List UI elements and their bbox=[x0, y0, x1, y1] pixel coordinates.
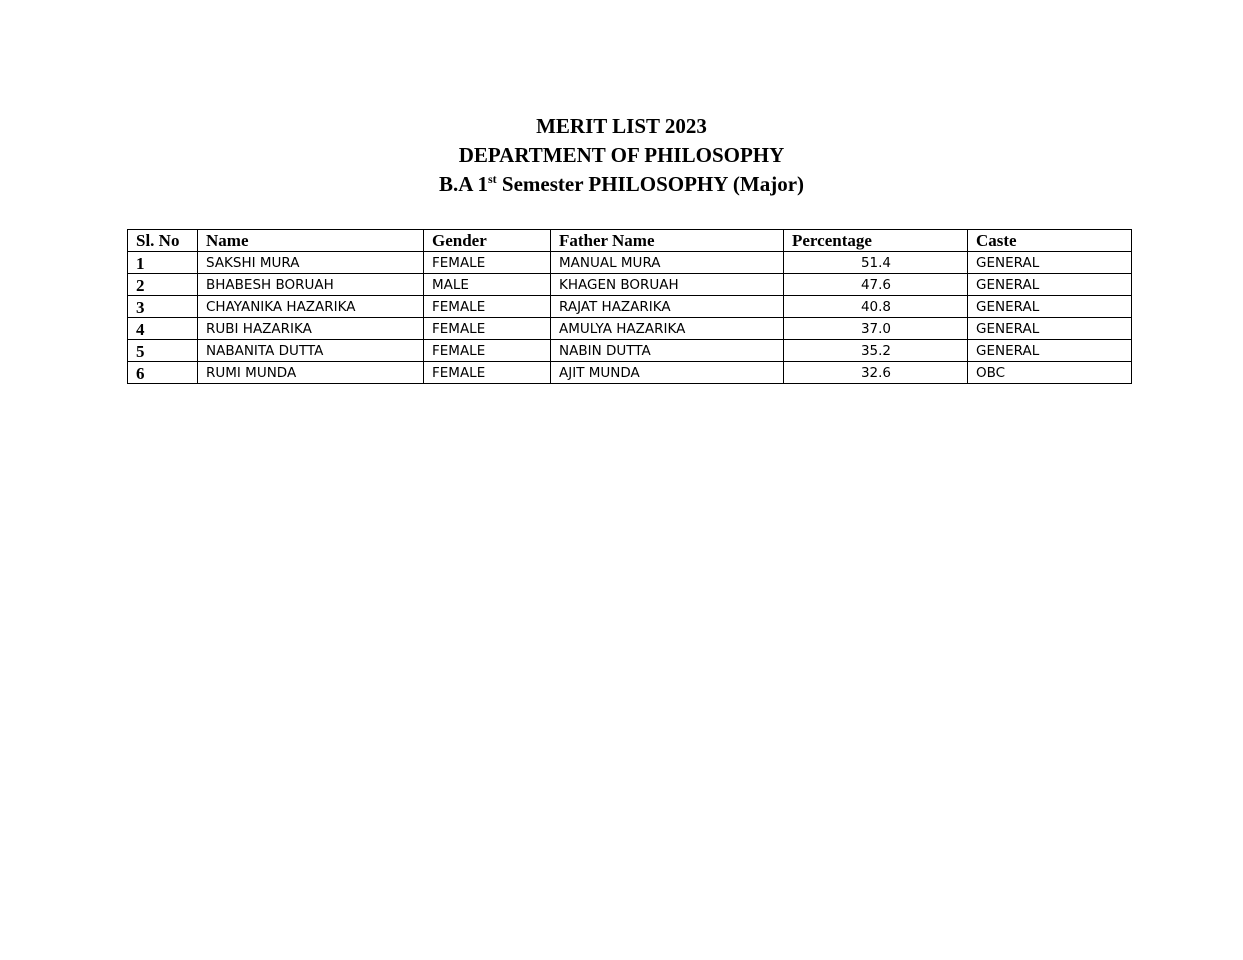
cell-gender: FEMALE bbox=[424, 252, 551, 274]
cell-name: RUMI MUNDA bbox=[198, 362, 424, 384]
cell-caste: GENERAL bbox=[968, 252, 1132, 274]
cell-father-name: NABIN DUTTA bbox=[551, 340, 784, 362]
cell-percentage: 32.6 bbox=[784, 362, 968, 384]
cell-sl-no: 6 bbox=[128, 362, 198, 384]
heading-course-suffix: Semester PHILOSOPHY (Major) bbox=[496, 172, 805, 196]
cell-sl-no: 3 bbox=[128, 296, 198, 318]
cell-name: NABANITA DUTTA bbox=[198, 340, 424, 362]
cell-name: SAKSHI MURA bbox=[198, 252, 424, 274]
column-header-caste: Caste bbox=[968, 230, 1132, 252]
cell-gender: FEMALE bbox=[424, 296, 551, 318]
column-header-father-name: Father Name bbox=[551, 230, 784, 252]
cell-caste: GENERAL bbox=[968, 340, 1132, 362]
cell-name: RUBI HAZARIKA bbox=[198, 318, 424, 340]
table-row bbox=[128, 252, 1132, 274]
cell-caste: OBC bbox=[968, 362, 1132, 384]
cell-name: CHAYANIKA HAZARIKA bbox=[198, 296, 424, 318]
cell-father-name: AMULYA HAZARIKA bbox=[551, 318, 784, 340]
cell-gender: FEMALE bbox=[424, 340, 551, 362]
heading-course-ordinal: st bbox=[487, 172, 497, 186]
table-row bbox=[128, 318, 1132, 340]
heading-merit-list: MERIT LIST 2023 bbox=[536, 114, 707, 138]
cell-percentage: 47.6 bbox=[784, 274, 968, 296]
cell-sl-no: 1 bbox=[128, 252, 198, 274]
cell-gender: FEMALE bbox=[424, 362, 551, 384]
cell-father-name: AJIT MUNDA bbox=[551, 362, 784, 384]
cell-father-name: KHAGEN BORUAH bbox=[551, 274, 784, 296]
merit-table bbox=[127, 229, 1132, 384]
document-heading bbox=[0, 112, 1243, 199]
column-header-sl-no: Sl. No bbox=[128, 230, 198, 252]
table-row bbox=[128, 340, 1132, 362]
cell-sl-no: 4 bbox=[128, 318, 198, 340]
column-header-gender: Gender bbox=[424, 230, 551, 252]
cell-caste: GENERAL bbox=[968, 296, 1132, 318]
column-header-percentage: Percentage bbox=[784, 230, 968, 252]
table-row bbox=[128, 274, 1132, 296]
cell-gender: MALE bbox=[424, 274, 551, 296]
cell-sl-no: 5 bbox=[128, 340, 198, 362]
heading-department: DEPARTMENT OF PHILOSOPHY bbox=[458, 143, 785, 167]
table-row bbox=[128, 296, 1132, 318]
table-header-row bbox=[128, 230, 1132, 252]
cell-percentage: 35.2 bbox=[784, 340, 968, 362]
cell-father-name: RAJAT HAZARIKA bbox=[551, 296, 784, 318]
cell-percentage: 40.8 bbox=[784, 296, 968, 318]
cell-name: BHABESH BORUAH bbox=[198, 274, 424, 296]
heading-course bbox=[0, 170, 1243, 199]
cell-caste: GENERAL bbox=[968, 274, 1132, 296]
cell-percentage: 51.4 bbox=[784, 252, 968, 274]
cell-percentage: 37.0 bbox=[784, 318, 968, 340]
cell-gender: FEMALE bbox=[424, 318, 551, 340]
cell-father-name: MANUAL MURA bbox=[551, 252, 784, 274]
cell-caste: GENERAL bbox=[968, 318, 1132, 340]
cell-sl-no: 2 bbox=[128, 274, 198, 296]
column-header-name: Name bbox=[198, 230, 424, 252]
heading-course-prefix: B.A 1 bbox=[438, 172, 488, 196]
table-row bbox=[128, 362, 1132, 384]
